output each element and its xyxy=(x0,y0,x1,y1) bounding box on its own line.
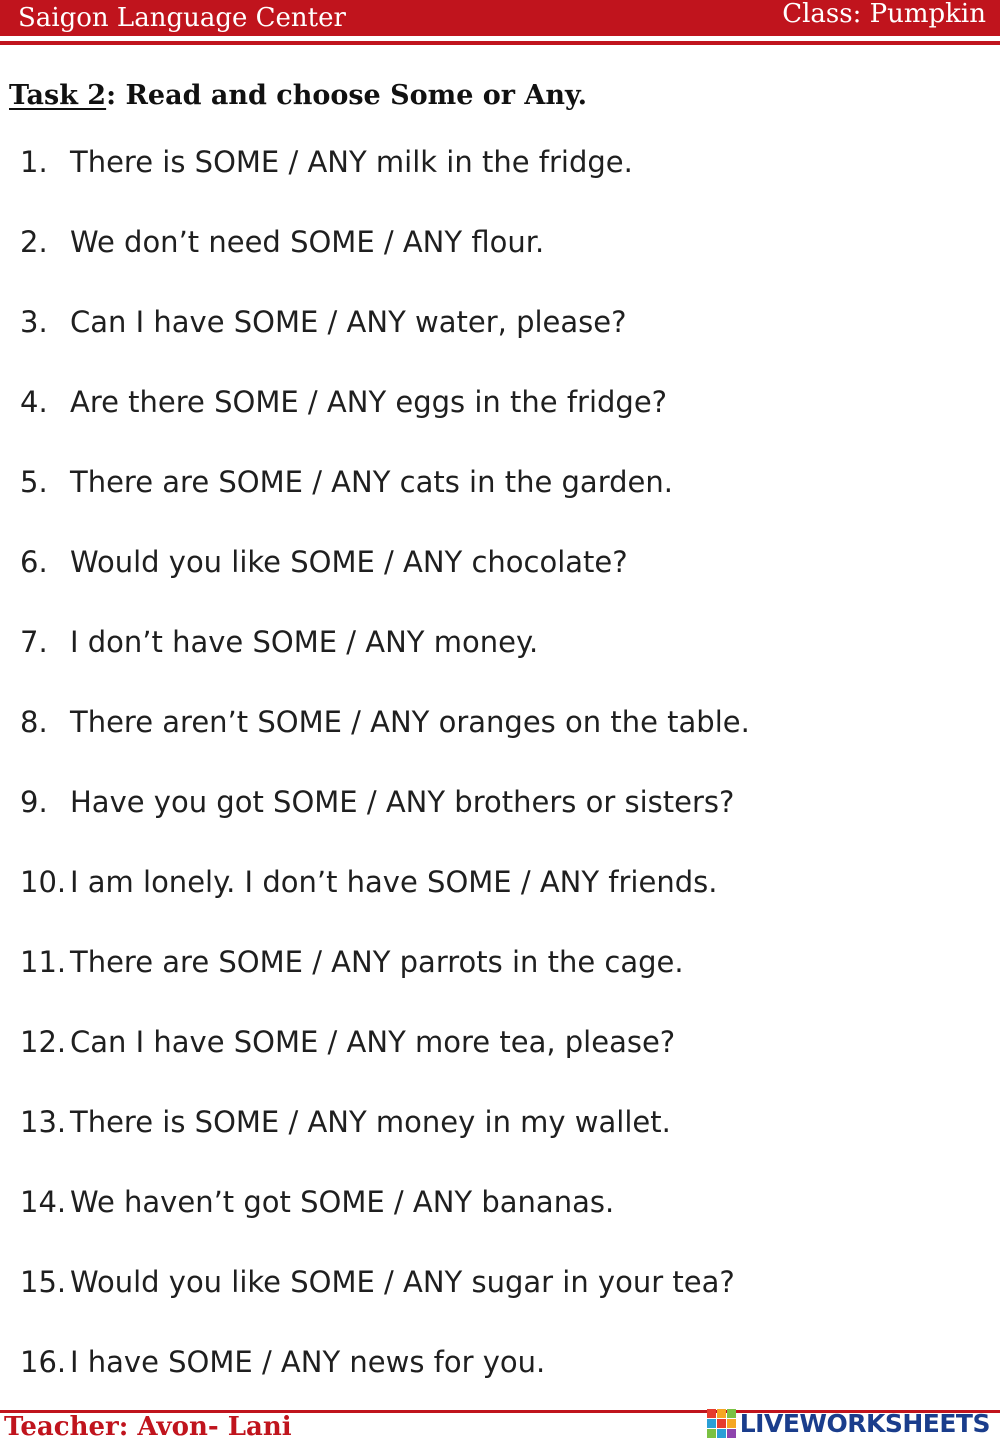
question-number: 15. xyxy=(20,1265,67,1299)
question-number: 5. xyxy=(20,465,48,499)
question-text: I am lonely. I don’t have SOME / ANY friends. xyxy=(70,865,718,899)
question-number: 10. xyxy=(20,865,67,899)
class-label: Class: Pumpkin xyxy=(782,0,986,29)
question-number: 14. xyxy=(20,1185,67,1219)
task-instruction: : Read and choose Some or Any. xyxy=(106,80,587,111)
question-text: I have SOME / ANY news for you. xyxy=(70,1345,546,1379)
question-number: 16. xyxy=(20,1345,67,1379)
question-item xyxy=(0,860,1000,940)
question-text: We don’t need SOME / ANY flour. xyxy=(70,225,545,259)
question-text: Have you got SOME / ANY brothers or sisters? xyxy=(70,785,735,819)
question-item xyxy=(0,140,1000,220)
question-text: There are SOME / ANY parrots in the cage. xyxy=(70,945,684,979)
school-name: Saigon Language Center xyxy=(18,3,346,33)
question-number: 13. xyxy=(20,1105,67,1139)
question-item xyxy=(0,940,1000,1020)
question-number: 1. xyxy=(20,145,48,179)
liveworksheets-logo xyxy=(707,1408,990,1438)
question-item xyxy=(0,1180,1000,1260)
teacher-name: Teacher: Avon- Lani xyxy=(4,1412,292,1442)
question-item xyxy=(0,300,1000,380)
question-number: 12. xyxy=(20,1025,67,1059)
question-item xyxy=(0,1100,1000,1180)
question-text: There are SOME / ANY cats in the garden. xyxy=(70,465,673,499)
task-label: Task 2 xyxy=(9,80,107,111)
header-divider xyxy=(0,41,1000,45)
question-list xyxy=(0,140,1000,1420)
header-bar xyxy=(0,0,1000,36)
question-number: 4. xyxy=(20,385,48,419)
question-number: 3. xyxy=(20,305,48,339)
question-item xyxy=(0,460,1000,540)
question-number: 11. xyxy=(20,945,67,979)
question-item xyxy=(0,1020,1000,1100)
question-text: Can I have SOME / ANY more tea, please? xyxy=(70,1025,676,1059)
question-item xyxy=(0,220,1000,300)
question-number: 2. xyxy=(20,225,48,259)
question-item xyxy=(0,540,1000,620)
question-text: There is SOME / ANY money in my wallet. xyxy=(70,1105,671,1139)
task-title xyxy=(9,78,587,114)
question-text: We haven’t got SOME / ANY bananas. xyxy=(70,1185,615,1219)
question-number: 7. xyxy=(20,625,48,659)
question-number: 9. xyxy=(20,785,48,819)
question-item xyxy=(0,380,1000,460)
question-number: 8. xyxy=(20,705,48,739)
question-text: Would you like SOME / ANY chocolate? xyxy=(70,545,628,579)
question-text: There is SOME / ANY milk in the fridge. xyxy=(70,145,633,179)
question-item xyxy=(0,1260,1000,1340)
liveworksheets-logo-text: LIVEWORKSHEETS xyxy=(739,1408,990,1438)
question-text: Can I have SOME / ANY water, please? xyxy=(70,305,627,339)
question-text: Are there SOME / ANY eggs in the fridge? xyxy=(70,385,668,419)
question-item xyxy=(0,620,1000,700)
liveworksheets-logo-icon xyxy=(707,1409,736,1438)
question-text: I don’t have SOME / ANY money. xyxy=(70,625,539,659)
question-item xyxy=(0,700,1000,780)
question-text: There aren’t SOME / ANY oranges on the table. xyxy=(70,705,750,739)
question-number: 6. xyxy=(20,545,48,579)
question-item xyxy=(0,780,1000,860)
question-text: Would you like SOME / ANY sugar in your tea? xyxy=(70,1265,735,1299)
